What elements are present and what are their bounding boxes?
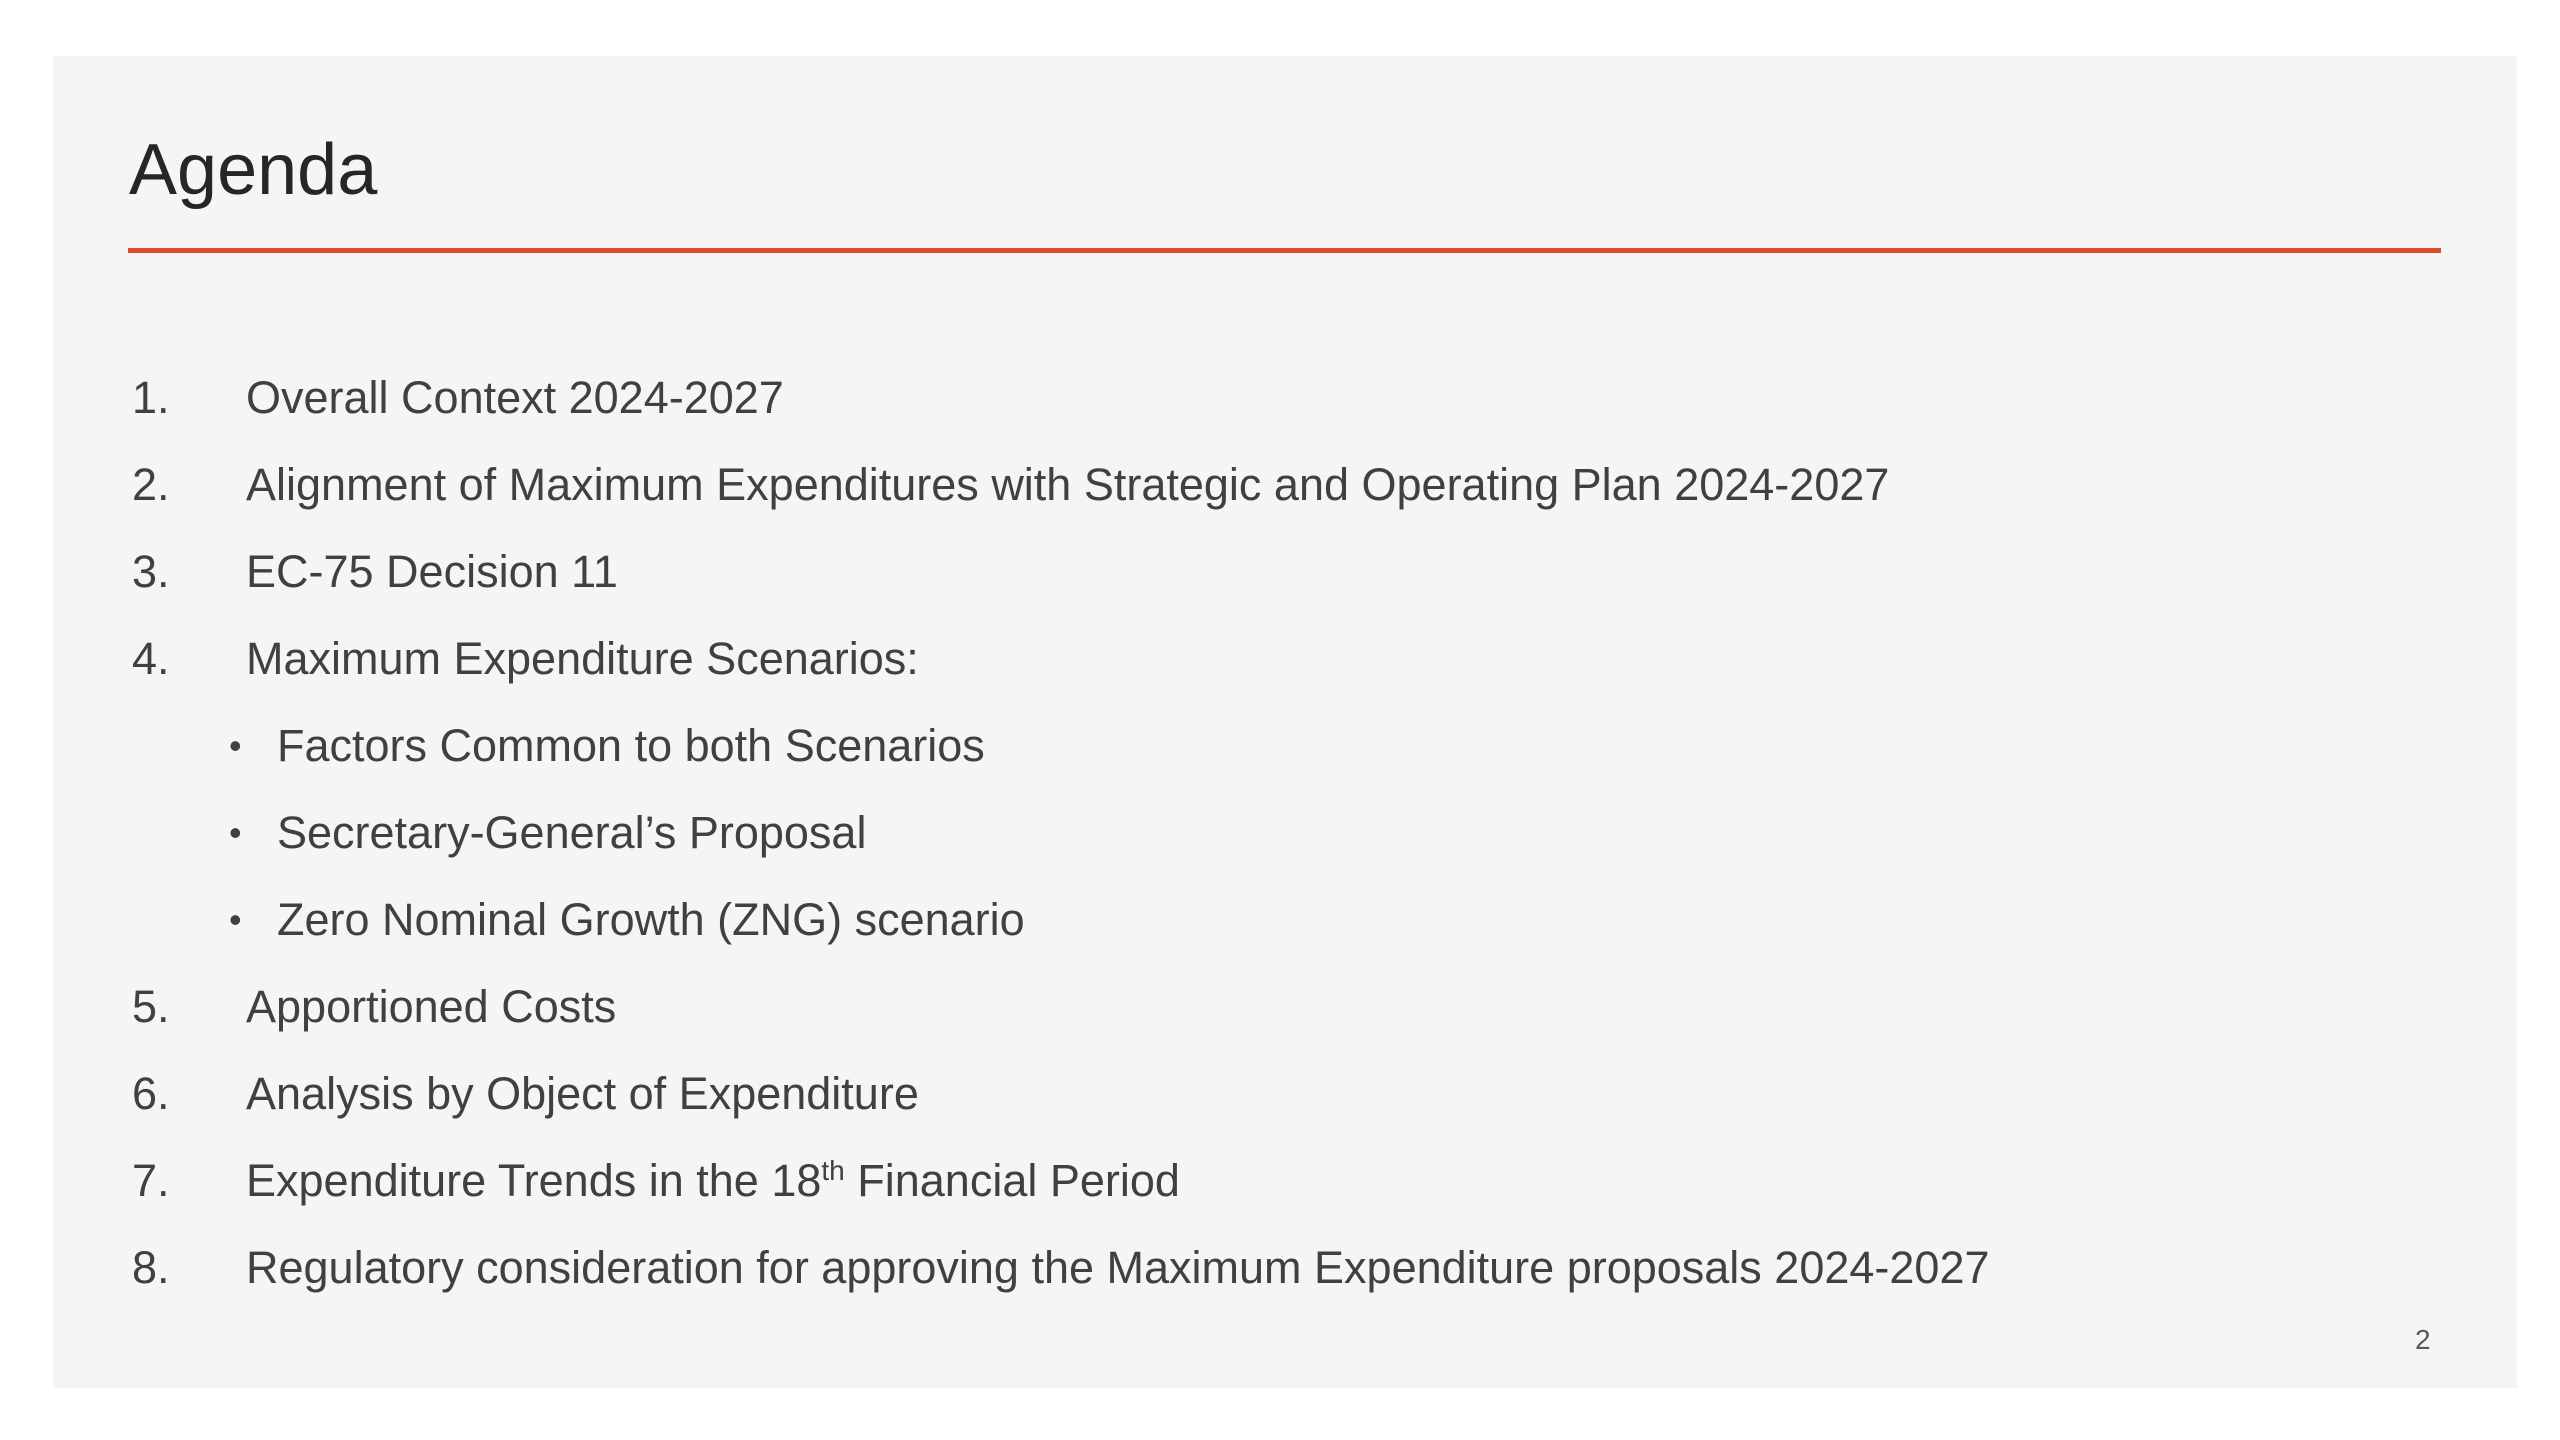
agenda-item-text: Regulatory consideration for approving the Maximum Expenditure proposals 2024-2027: [246, 1242, 1990, 1293]
agenda-item-number: 5.: [132, 981, 170, 1032]
agenda-item-text: [246, 1151, 1180, 1211]
agenda-item-number: 6.: [132, 1068, 170, 1119]
bullet-icon: •: [229, 812, 242, 853]
agenda-sub-item-text: Secretary-General’s Proposal: [277, 807, 867, 858]
agenda-item-text: Overall Context 2024-2027: [246, 372, 784, 423]
agenda-item-text: Alignment of Maximum Expenditures with Strategic and Operating Plan 2024-2027: [246, 459, 1890, 510]
agenda-item-text: Maximum Expenditure Scenarios:: [246, 633, 919, 684]
agenda-item-text-after: Financial Period: [844, 1155, 1180, 1206]
slide: [53, 56, 2517, 1388]
agenda-sub-item-text: Factors Common to both Scenarios: [277, 720, 985, 771]
ordinal-suffix: th: [821, 1155, 845, 1186]
slide-title: Agenda: [129, 130, 378, 210]
agenda-item-number: 4.: [132, 633, 170, 684]
agenda-item-text: Apportioned Costs: [246, 981, 617, 1032]
agenda-sub-item-text: Zero Nominal Growth (ZNG) scenario: [277, 894, 1025, 945]
agenda-item-number: 3.: [132, 546, 170, 597]
agenda-item-text-main: Expenditure Trends in the 18: [246, 1155, 822, 1206]
bullet-icon: •: [229, 899, 242, 940]
agenda-item-number: 1.: [132, 372, 170, 423]
agenda-item-text: EC-75 Decision 11: [246, 546, 618, 597]
agenda-item-text: Analysis by Object of Expenditure: [246, 1068, 919, 1119]
page-number: 2: [2415, 1324, 2431, 1355]
agenda-item-number: 7.: [132, 1155, 170, 1206]
agenda-item-number: 8.: [132, 1242, 170, 1293]
bullet-icon: •: [229, 725, 242, 766]
agenda-item-number: 2.: [132, 459, 170, 510]
agenda-list: [53, 56, 2517, 1388]
